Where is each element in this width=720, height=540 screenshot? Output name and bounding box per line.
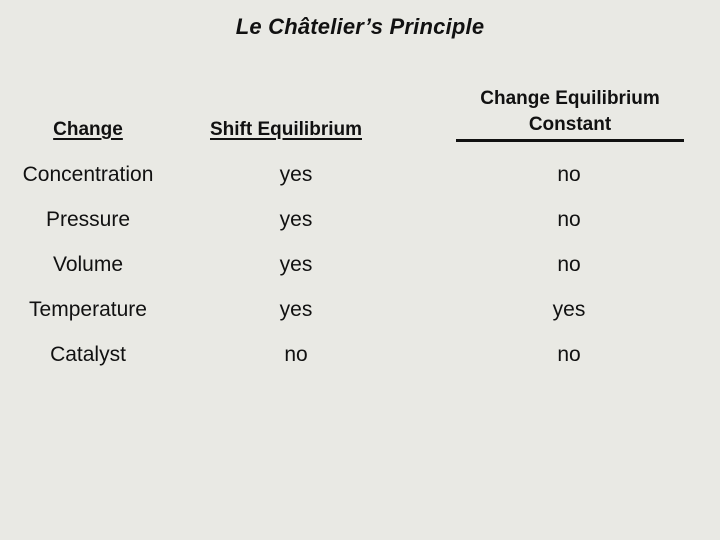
constant-cell: yes [552, 298, 586, 321]
change-cell: Temperature [29, 298, 147, 321]
shift-cell: yes [279, 298, 313, 321]
shift-cell: no [284, 343, 308, 366]
column-header-change [38, 117, 138, 143]
constant-cell: no [557, 208, 581, 231]
constant-cell: no [557, 163, 581, 186]
column-header-shift-label: Shift Equilibrium [210, 119, 362, 140]
shift-cell: yes [279, 163, 313, 186]
change-cell: Catalyst [50, 343, 126, 366]
column-header-change-label: Change [53, 119, 123, 140]
header-underline [456, 139, 684, 142]
change-cell: Pressure [45, 208, 131, 231]
page-title: Le Châtelier’s Principle [235, 14, 485, 39]
change-cell: Concentration [22, 163, 154, 186]
shift-cell: yes [279, 253, 313, 276]
shift-cell: yes [279, 208, 313, 231]
column-header-change-constant: Change Equilibrium Constant [480, 88, 660, 135]
constant-cell: no [557, 253, 581, 276]
constant-cell: no [557, 343, 581, 366]
change-cell: Volume [52, 253, 124, 276]
column-header-shift-equilibrium [196, 117, 376, 143]
